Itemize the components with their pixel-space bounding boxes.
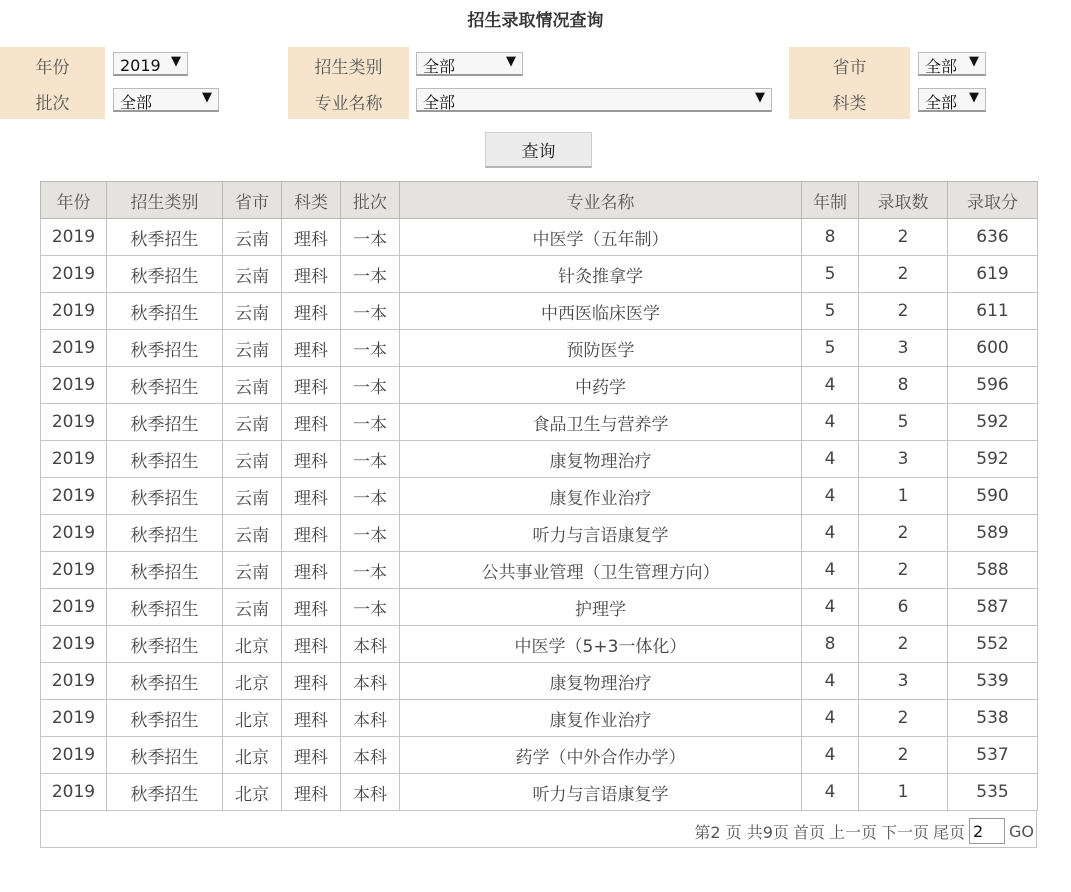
column-header: 批次 [341, 182, 400, 219]
table-cell: 2019 [41, 367, 107, 404]
table-cell: 北京 [223, 626, 282, 663]
chevron-down-icon: ▼ [202, 90, 212, 105]
table-cell: 本科 [341, 774, 400, 811]
table-cell: 5 [802, 293, 859, 330]
category-select-value: 全部 [423, 56, 456, 76]
table-cell: 一本 [341, 441, 400, 478]
table-cell: 2019 [41, 552, 107, 589]
table-cell: 理科 [282, 367, 341, 404]
table-cell: 理科 [282, 552, 341, 589]
table-cell: 8 [802, 219, 859, 256]
table-row [41, 441, 1038, 478]
table-cell: 秋季招生 [107, 256, 223, 293]
column-header: 录取数 [859, 182, 948, 219]
table-cell: 4 [802, 663, 859, 700]
table-cell: 一本 [341, 589, 400, 626]
page-info: 第2 页 共9页 [694, 822, 789, 842]
table-cell: 理科 [282, 404, 341, 441]
table-cell: 理科 [282, 219, 341, 256]
table-cell: 4 [802, 478, 859, 515]
table-cell: 本科 [341, 626, 400, 663]
table-cell: 5 [802, 256, 859, 293]
table-cell: 588 [948, 552, 1038, 589]
table-cell: 云南 [223, 515, 282, 552]
table-cell: 4 [802, 441, 859, 478]
table-cell: 4 [802, 515, 859, 552]
table-cell: 一本 [341, 478, 400, 515]
table-cell: 本科 [341, 700, 400, 737]
subject-select[interactable] [918, 88, 986, 112]
table-cell: 537 [948, 737, 1038, 774]
table-cell: 592 [948, 404, 1038, 441]
table-cell: 理科 [282, 663, 341, 700]
table-cell: 5 [859, 404, 948, 441]
table-cell: 秋季招生 [107, 552, 223, 589]
first-page-link[interactable]: 首页 [792, 822, 825, 842]
table-cell: 587 [948, 589, 1038, 626]
table-cell: 2 [859, 626, 948, 663]
page-title: 招生录取情况查询 [467, 11, 604, 31]
table-cell: 理科 [282, 478, 341, 515]
table-cell: 1 [859, 478, 948, 515]
table-cell: 3 [859, 663, 948, 700]
table-cell: 4 [802, 700, 859, 737]
table-cell: 理科 [282, 737, 341, 774]
table-cell: 理科 [282, 589, 341, 626]
table-cell: 理科 [282, 330, 341, 367]
table-cell: 云南 [223, 219, 282, 256]
table-cell: 云南 [223, 478, 282, 515]
table-row [41, 552, 1038, 589]
table-cell: 云南 [223, 293, 282, 330]
table-row [41, 330, 1038, 367]
table-cell: 云南 [223, 330, 282, 367]
table-cell: 康复物理治疗 [400, 663, 802, 700]
table-cell: 2019 [41, 219, 107, 256]
table-cell: 一本 [341, 219, 400, 256]
table-row [41, 663, 1038, 700]
table-row [41, 256, 1038, 293]
results-table [40, 181, 1038, 811]
pagination [40, 810, 1037, 848]
table-cell: 535 [948, 774, 1038, 811]
year-select-value: 2019 [120, 55, 161, 75]
table-cell: 1 [859, 774, 948, 811]
table-row [41, 478, 1038, 515]
table-cell: 秋季招生 [107, 293, 223, 330]
table-cell: 云南 [223, 256, 282, 293]
table-cell: 中医学（5+3一体化） [400, 626, 802, 663]
table-cell: 秋季招生 [107, 626, 223, 663]
chevron-down-icon: ▼ [171, 54, 181, 69]
table-cell: 592 [948, 441, 1038, 478]
table-cell: 本科 [341, 663, 400, 700]
table-cell: 云南 [223, 367, 282, 404]
table-cell: 秋季招生 [107, 589, 223, 626]
table-cell: 云南 [223, 441, 282, 478]
subject-label: 科类 [789, 83, 910, 119]
major-select[interactable] [416, 88, 772, 112]
table-cell: 秋季招生 [107, 219, 223, 256]
table-cell: 611 [948, 293, 1038, 330]
table-cell: 一本 [341, 552, 400, 589]
table-cell: 公共事业管理（卫生管理方向） [400, 552, 802, 589]
page-number-input[interactable] [969, 818, 1005, 844]
table-cell: 秋季招生 [107, 663, 223, 700]
table-row [41, 626, 1038, 663]
last-page-link[interactable]: 尾页 [932, 822, 965, 842]
table-cell: 一本 [341, 367, 400, 404]
table-cell: 康复作业治疗 [400, 478, 802, 515]
table-cell: 2019 [41, 256, 107, 293]
table-cell: 理科 [282, 441, 341, 478]
chevron-down-icon: ▼ [755, 90, 765, 105]
table-cell: 2019 [41, 626, 107, 663]
table-row [41, 774, 1038, 811]
table-cell: 理科 [282, 626, 341, 663]
table-cell: 药学（中外合作办学） [400, 737, 802, 774]
table-cell: 北京 [223, 737, 282, 774]
table-cell: 理科 [282, 774, 341, 811]
table-cell: 2019 [41, 737, 107, 774]
table-cell: 护理学 [400, 589, 802, 626]
table-cell: 4 [802, 589, 859, 626]
table-cell: 秋季招生 [107, 441, 223, 478]
table-cell: 秋季招生 [107, 737, 223, 774]
table-cell: 秋季招生 [107, 330, 223, 367]
table-cell: 2019 [41, 330, 107, 367]
table-cell: 2019 [41, 663, 107, 700]
table-cell: 2 [859, 219, 948, 256]
table-cell: 2019 [41, 700, 107, 737]
table-cell: 中药学 [400, 367, 802, 404]
prev-page-link[interactable]: 上一页 [828, 822, 877, 842]
table-cell: 听力与言语康复学 [400, 515, 802, 552]
table-cell: 4 [802, 367, 859, 404]
table-cell: 636 [948, 219, 1038, 256]
table-cell: 秋季招生 [107, 367, 223, 404]
table-cell: 秋季招生 [107, 700, 223, 737]
table-cell: 2019 [41, 478, 107, 515]
batch-label: 批次 [0, 83, 105, 119]
table-cell: 619 [948, 256, 1038, 293]
table-cell: 一本 [341, 404, 400, 441]
table-cell: 一本 [341, 256, 400, 293]
table-cell: 听力与言语康复学 [400, 774, 802, 811]
table-row [41, 700, 1038, 737]
table-cell: 4 [802, 774, 859, 811]
table-row [41, 737, 1038, 774]
chevron-down-icon: ▼ [969, 90, 979, 105]
table-cell: 秋季招生 [107, 774, 223, 811]
table-cell: 一本 [341, 293, 400, 330]
table-cell: 2019 [41, 515, 107, 552]
table-row [41, 367, 1038, 404]
table-cell: 秋季招生 [107, 478, 223, 515]
table-cell: 秋季招生 [107, 404, 223, 441]
table-cell: 北京 [223, 700, 282, 737]
table-row [41, 589, 1038, 626]
table-row [41, 219, 1038, 256]
table-cell: 3 [859, 441, 948, 478]
table-cell: 3 [859, 330, 948, 367]
table-row [41, 515, 1038, 552]
table-cell: 2 [859, 737, 948, 774]
year-select[interactable] [113, 52, 188, 76]
category-label: 招生类别 [288, 47, 409, 83]
column-header: 招生类别 [107, 182, 223, 219]
table-cell: 2 [859, 700, 948, 737]
table-cell: 4 [802, 552, 859, 589]
table-cell: 云南 [223, 404, 282, 441]
table-cell: 预防医学 [400, 330, 802, 367]
table-cell: 8 [802, 626, 859, 663]
table-cell: 590 [948, 478, 1038, 515]
table-cell: 理科 [282, 293, 341, 330]
table-cell: 2019 [41, 293, 107, 330]
table-cell: 北京 [223, 774, 282, 811]
table-cell: 康复物理治疗 [400, 441, 802, 478]
table-cell: 云南 [223, 589, 282, 626]
go-button[interactable]: GO [1009, 821, 1034, 841]
table-cell: 理科 [282, 700, 341, 737]
table-cell: 北京 [223, 663, 282, 700]
column-header: 年份 [41, 182, 107, 219]
table-cell: 2019 [41, 404, 107, 441]
batch-select-value: 全部 [120, 92, 153, 112]
table-cell: 5 [802, 330, 859, 367]
table-cell: 本科 [341, 737, 400, 774]
table-cell: 一本 [341, 330, 400, 367]
table-cell: 理科 [282, 515, 341, 552]
table-cell: 2019 [41, 589, 107, 626]
table-cell: 539 [948, 663, 1038, 700]
table-cell: 4 [802, 737, 859, 774]
table-cell: 538 [948, 700, 1038, 737]
table-cell: 中西医临床医学 [400, 293, 802, 330]
column-header: 省市 [223, 182, 282, 219]
year-label: 年份 [0, 47, 105, 83]
table-cell: 云南 [223, 552, 282, 589]
table-cell: 2 [859, 256, 948, 293]
table-cell: 理科 [282, 256, 341, 293]
table-cell: 6 [859, 589, 948, 626]
table-cell: 食品卫生与营养学 [400, 404, 802, 441]
chevron-down-icon: ▼ [506, 54, 516, 69]
table-cell: 秋季招生 [107, 515, 223, 552]
column-header: 录取分 [948, 182, 1038, 219]
table-cell: 2019 [41, 441, 107, 478]
column-header: 专业名称 [400, 182, 802, 219]
table-cell: 2019 [41, 774, 107, 811]
subject-select-value: 全部 [925, 92, 958, 112]
table-cell: 600 [948, 330, 1038, 367]
chevron-down-icon: ▼ [969, 54, 979, 69]
table-row [41, 404, 1038, 441]
column-header: 科类 [282, 182, 341, 219]
major-label: 专业名称 [288, 83, 409, 119]
table-row [41, 293, 1038, 330]
table-cell: 康复作业治疗 [400, 700, 802, 737]
table-cell: 589 [948, 515, 1038, 552]
major-select-value: 全部 [423, 92, 456, 112]
column-header: 年制 [802, 182, 859, 219]
table-body [41, 219, 1038, 811]
province-select-value: 全部 [925, 56, 958, 76]
table-cell: 一本 [341, 515, 400, 552]
table-cell: 针灸推拿学 [400, 256, 802, 293]
table-cell: 中医学（五年制） [400, 219, 802, 256]
table-cell: 552 [948, 626, 1038, 663]
province-select[interactable] [918, 52, 986, 76]
table-cell: 8 [859, 367, 948, 404]
batch-select[interactable] [113, 88, 219, 112]
table-cell: 4 [802, 404, 859, 441]
table-cell: 2 [859, 515, 948, 552]
table-header-row [41, 182, 1038, 219]
table-cell: 2 [859, 552, 948, 589]
table-cell: 596 [948, 367, 1038, 404]
province-label: 省市 [789, 47, 910, 83]
query-button[interactable]: 查询 [485, 132, 592, 168]
table-cell: 2 [859, 293, 948, 330]
next-page-link[interactable]: 下一页 [880, 822, 929, 842]
category-select[interactable] [416, 52, 523, 76]
